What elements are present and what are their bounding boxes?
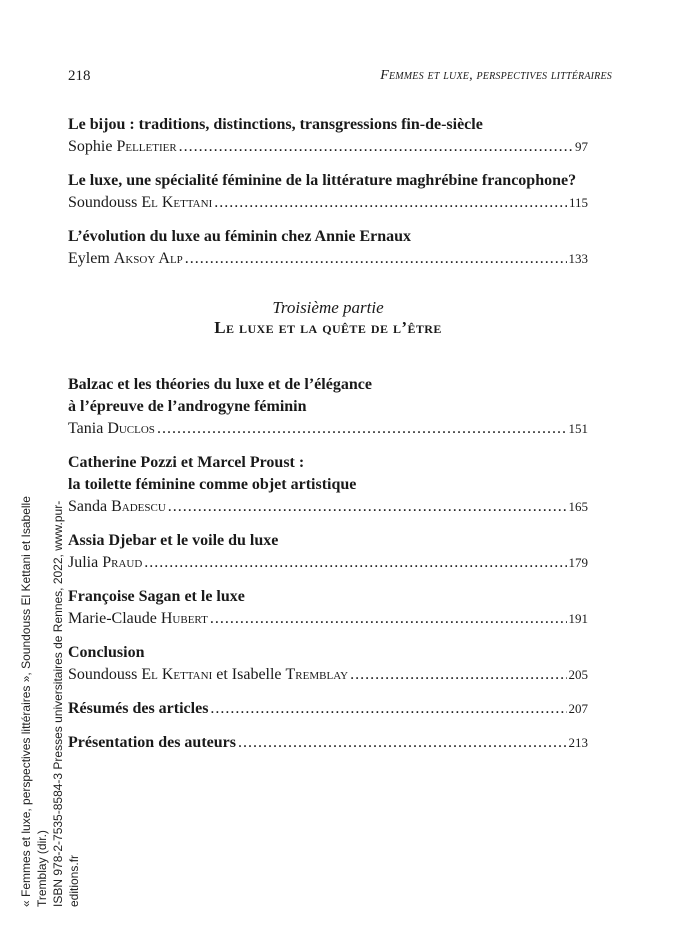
toc-entry[interactable] xyxy=(68,226,588,270)
entry-title: Françoise Sagan et le luxe xyxy=(68,588,245,605)
entry-title: Présentation des auteurs xyxy=(68,734,236,751)
page-number: 165 xyxy=(568,499,588,514)
toc-line xyxy=(68,608,588,630)
page-number: 207 xyxy=(568,701,588,716)
author-surname: Praud xyxy=(102,554,143,571)
entry-title: Conclusion xyxy=(68,644,145,661)
author-name: Marie-Claude xyxy=(68,610,161,627)
page-number: 191 xyxy=(568,611,588,626)
entry-author xyxy=(68,192,212,214)
entry-author xyxy=(68,248,183,270)
toc-entry[interactable] xyxy=(68,452,588,518)
author-name: Soundouss xyxy=(68,666,142,683)
author-name: Julia xyxy=(68,554,103,571)
entry-title: Catherine Pozzi et Marcel Proust : xyxy=(68,454,305,471)
entry-title: Résumés des articles xyxy=(68,700,209,717)
page-number: 205 xyxy=(568,667,588,682)
author-name: Soundouss xyxy=(68,194,142,211)
part-label: Troisième partie xyxy=(272,298,384,317)
page-number: 133 xyxy=(568,251,588,266)
toc-entry[interactable] xyxy=(68,530,588,574)
dot-leader xyxy=(210,608,567,630)
toc-section-bottom xyxy=(68,374,588,766)
author-name: Tania xyxy=(68,420,108,437)
entry-author xyxy=(68,418,155,440)
toc-entry[interactable] xyxy=(68,170,588,214)
author-name: Eylem xyxy=(68,250,114,267)
toc-line xyxy=(68,192,588,214)
author-name: Sanda xyxy=(68,498,112,515)
toc-entry[interactable] xyxy=(68,374,588,440)
page-number: 213 xyxy=(568,735,588,750)
entry-title: Le bijou : traditions, distinctions, transgressions fin-de-siècle xyxy=(68,116,483,133)
toc-line xyxy=(68,248,588,270)
entry-title: L’évolution du luxe au féminin chez Annie Ernaux xyxy=(68,228,412,245)
entry-title: Assia Djebar et le voile du luxe xyxy=(68,532,279,549)
author-surname: Tremblay xyxy=(285,666,349,683)
page-number: 151 xyxy=(568,421,588,436)
entry-title: Balzac et les théories du luxe et de l’élégance xyxy=(68,376,372,393)
toc-section-top xyxy=(68,114,588,282)
author-name: Sophie xyxy=(68,138,117,155)
author-surname: El Kettani xyxy=(141,194,213,211)
dot-leader xyxy=(214,192,567,214)
author-surname: Badescu xyxy=(111,498,166,515)
toc-entry[interactable] xyxy=(68,698,588,720)
entry-author xyxy=(68,496,166,518)
dot-leader xyxy=(238,732,567,754)
page-number: 115 xyxy=(568,195,588,210)
toc-line xyxy=(68,664,588,686)
author-surname: Aksoy Alp xyxy=(113,250,183,267)
dot-leader xyxy=(157,418,567,440)
author-surname: Pelletier xyxy=(116,138,177,155)
page-number: 218 xyxy=(68,68,91,84)
toc-line xyxy=(68,496,588,518)
entry-author xyxy=(68,608,208,630)
side-note-line: « Femmes et luxe, perspectives littéraires », Soundouss El Kettani et Isabelle Tremblay (dir.) xyxy=(19,496,49,907)
dot-leader xyxy=(168,496,567,518)
side-note-line: ISBN 978-2-7535-8584-3 Presses universitaires de Rennes, 2022, www.pur-editions.fr xyxy=(51,500,81,907)
copyright-side-note xyxy=(18,452,82,907)
toc-entry[interactable] xyxy=(68,114,588,158)
author-surname: Duclos xyxy=(107,420,155,437)
toc-line xyxy=(68,136,588,158)
entry-title: à l’épreuve de l’androgyne féminin xyxy=(68,398,307,415)
dot-leader xyxy=(179,136,573,158)
toc-entry[interactable] xyxy=(68,586,588,630)
page-header xyxy=(68,68,612,85)
entry-title: Le luxe, une spécialité féminine de la littérature maghrébine francophone? xyxy=(68,172,577,189)
part-heading xyxy=(68,298,588,338)
dot-leader xyxy=(144,552,566,574)
toc-line xyxy=(68,732,588,754)
toc-entry[interactable] xyxy=(68,642,588,686)
toc-line xyxy=(68,552,588,574)
part-title: Le luxe et la quête de l’être xyxy=(214,318,442,337)
dot-leader xyxy=(185,248,567,270)
dot-leader xyxy=(210,698,566,720)
toc-line xyxy=(68,698,588,720)
running-title: Femmes et luxe, perspectives littéraires xyxy=(380,68,612,83)
entry-author xyxy=(68,136,177,158)
page-number: 179 xyxy=(568,555,588,570)
entry-author xyxy=(68,664,348,686)
author-surname: El Kettani xyxy=(141,666,213,683)
entry-title: la toilette féminine comme objet artistique xyxy=(68,476,357,493)
author-surname: Hubert xyxy=(160,610,208,627)
author-name: et Isabelle xyxy=(212,666,286,683)
dot-leader xyxy=(350,664,566,686)
page-number: 97 xyxy=(575,139,588,154)
toc-line xyxy=(68,418,588,440)
toc-entry[interactable] xyxy=(68,732,588,754)
